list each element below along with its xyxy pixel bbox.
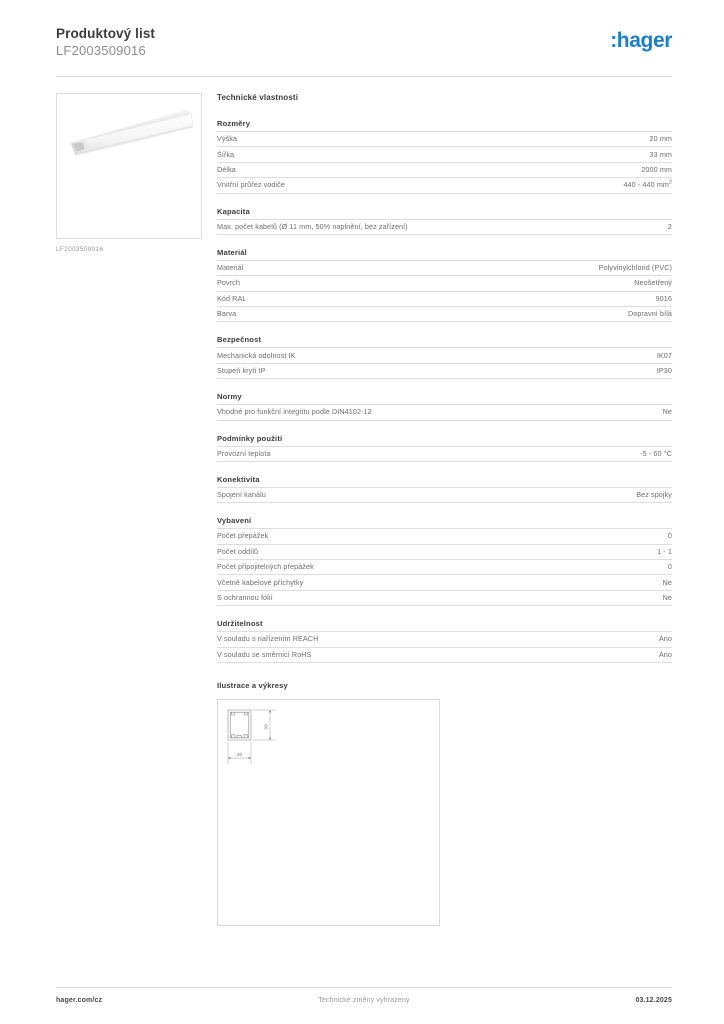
- illustrations-title: Ilustrace a výkresy: [217, 680, 288, 690]
- spec-row-label: Povrch: [217, 279, 240, 288]
- spec-row-label: Vhodné pro funkční integritu podle DIN4102-12: [217, 408, 372, 417]
- spec-row-value: [634, 279, 672, 287]
- technical-properties-section: [217, 93, 672, 926]
- spec-row: [217, 647, 672, 663]
- spec-row-value: [650, 151, 672, 159]
- spec-row: [217, 275, 672, 290]
- spec-row: [217, 131, 672, 146]
- technical-properties-title: Technické vlastnosti: [217, 93, 299, 102]
- spec-row-value: [657, 352, 672, 360]
- spec-group: [217, 475, 672, 503]
- product-code-subtitle: LF2003509016: [56, 43, 146, 58]
- spec-row: [217, 347, 672, 362]
- hager-logo: :hager: [610, 29, 672, 52]
- spec-row: [217, 631, 672, 646]
- spec-row-label: Vnitřní průřez vodiče: [217, 181, 286, 190]
- product-image-column: [56, 93, 204, 253]
- spec-row-value-text: 0: [667, 531, 672, 541]
- spec-row-value: [623, 181, 672, 189]
- drawing-height-label: 33: [263, 724, 269, 730]
- header-divider: [56, 76, 672, 77]
- spec-row-value: [659, 651, 672, 659]
- spec-row: [217, 446, 672, 462]
- spec-group: [217, 434, 672, 462]
- spec-row-value: [668, 563, 672, 571]
- spec-row-value-text: IK07: [656, 350, 672, 360]
- spec-group: [217, 392, 672, 420]
- spec-row-value: [636, 491, 672, 499]
- spec-group-list: [217, 119, 672, 663]
- spec-row-value: [656, 295, 672, 303]
- spec-row: [217, 574, 672, 589]
- spec-row: [217, 590, 672, 606]
- product-image-frame: [56, 93, 202, 239]
- page-title: Produktový list: [56, 26, 156, 41]
- spec-row-value-text: Ano: [658, 634, 672, 644]
- spec-row: [217, 487, 672, 503]
- spec-row: [217, 177, 672, 193]
- spec-row-value-text: 1 - 1: [657, 546, 672, 556]
- spec-row-value: [659, 635, 672, 643]
- spec-row-value-text: IP30: [656, 365, 672, 375]
- spec-row: [217, 528, 672, 543]
- illustrations-frame: [217, 699, 440, 926]
- cross-section-drawing: [218, 702, 338, 782]
- spec-row-value: [650, 135, 672, 143]
- spec-row-label: Kód RAL: [217, 294, 247, 303]
- spec-row-label: Včetně kabelové příchytky: [217, 578, 304, 587]
- illustrations-section: [217, 681, 672, 926]
- spec-row-value-text: 2: [667, 221, 672, 231]
- spec-row: [217, 306, 672, 322]
- spec-row-label: Výška: [217, 135, 238, 144]
- product-photo: [57, 94, 201, 238]
- spec-row-label: V souladu s nařízením REACH: [217, 635, 319, 644]
- footer-disclaimer: Technické změny vyhrazeny: [318, 997, 410, 1004]
- footer-date: 03.12.2025: [635, 997, 672, 1004]
- spec-row-value: [663, 579, 672, 587]
- spec-row-label: Počet připojitelných přepážek: [217, 563, 314, 572]
- page-header: [56, 26, 672, 74]
- spec-row-value-superscript: 2: [669, 179, 672, 186]
- spec-row-value: [599, 264, 672, 272]
- spec-row-value: [657, 548, 672, 556]
- spec-group-title: Bezpečnost: [217, 335, 262, 345]
- spec-row: [217, 260, 672, 275]
- spec-group: [217, 119, 672, 194]
- spec-row-value: [668, 532, 672, 540]
- spec-row-value-text: Ne: [662, 592, 672, 602]
- spec-group-title: Podmínky použití: [217, 433, 283, 443]
- spec-row: [217, 162, 672, 177]
- spec-group-title: Materiál: [217, 247, 247, 257]
- spec-group-title: Rozměry: [217, 119, 251, 128]
- spec-group-title: Kapacita: [217, 206, 250, 216]
- spec-row: [217, 544, 672, 559]
- spec-row-label: Mechanická odolnost IK: [217, 351, 296, 360]
- footer-divider: [56, 987, 672, 988]
- spec-row-label: Barva: [217, 310, 237, 319]
- spec-row-value-text: 2000 mm: [641, 164, 672, 174]
- spec-group: [217, 335, 672, 379]
- spec-group-title: Vybavení: [217, 516, 252, 526]
- spec-row-value-text: 20 mm: [649, 134, 672, 144]
- spec-row-label: Spojení kanálu: [217, 491, 266, 500]
- spec-row-value-text: 440 - 440 mm: [623, 180, 669, 190]
- spec-row-label: Počet oddílů: [217, 547, 259, 556]
- spec-row-value: [657, 367, 672, 375]
- spec-row-value-text: Ano: [658, 649, 672, 659]
- spec-row: [217, 291, 672, 306]
- spec-row-label: Šířka: [217, 150, 235, 159]
- spec-row-value-text: Dopravní bílá: [627, 309, 672, 319]
- spec-row-label: Materiál: [217, 264, 244, 273]
- spec-row-value: [628, 310, 672, 318]
- spec-row-value-text: Neošetřený: [634, 278, 672, 288]
- spec-row: [217, 404, 672, 420]
- spec-row: [217, 559, 672, 574]
- spec-row: [217, 363, 672, 379]
- product-image-caption: LF2003509016: [56, 246, 104, 253]
- spec-row: [217, 146, 672, 161]
- spec-row-value-text: Bez spojky: [636, 490, 672, 500]
- spec-row-label: V souladu se směrnicí RoHS: [217, 650, 312, 659]
- spec-row-label: Počet přepážek: [217, 532, 269, 541]
- spec-group-title: Udržitelnost: [217, 619, 263, 629]
- spec-row-value: [668, 223, 672, 231]
- spec-row-value: [663, 408, 672, 416]
- spec-row-value-text: 9016: [655, 293, 672, 303]
- spec-row-value: [641, 166, 672, 174]
- spec-row-value-text: 0: [667, 562, 672, 572]
- spec-row: [217, 219, 672, 235]
- spec-row-label: Provozní teplota: [217, 449, 271, 458]
- spec-group: [217, 619, 672, 663]
- spec-row-value: [663, 594, 672, 602]
- spec-row-value-text: Polyvinylchlorid (PVC): [598, 263, 672, 273]
- spec-row-label: Stupeň krytí IP: [217, 366, 266, 375]
- spec-row-value: [640, 450, 672, 458]
- spec-row-label: Délka: [217, 165, 236, 174]
- spec-row-value-text: -5 - 60 °C: [640, 448, 672, 458]
- drawing-width-label: 20: [236, 752, 243, 758]
- spec-row-label: Max. počet kabelů (Ø 11 mm, 50% naplnění, bez zařízení): [217, 222, 408, 231]
- footer-website[interactable]: hager.com/cz: [56, 997, 103, 1004]
- spec-group: [217, 207, 672, 235]
- page-footer: [56, 997, 672, 1011]
- spec-group: [217, 516, 672, 606]
- spec-group-title: Konektivita: [217, 474, 260, 484]
- spec-row-value-text: Ne: [662, 577, 672, 587]
- spec-group-title: Normy: [217, 392, 242, 402]
- spec-group: [217, 248, 672, 323]
- spec-row-label: S ochrannou fólií: [217, 593, 273, 602]
- spec-row-value-text: 33 mm: [649, 149, 672, 159]
- spec-row-value-text: Ne: [662, 407, 672, 417]
